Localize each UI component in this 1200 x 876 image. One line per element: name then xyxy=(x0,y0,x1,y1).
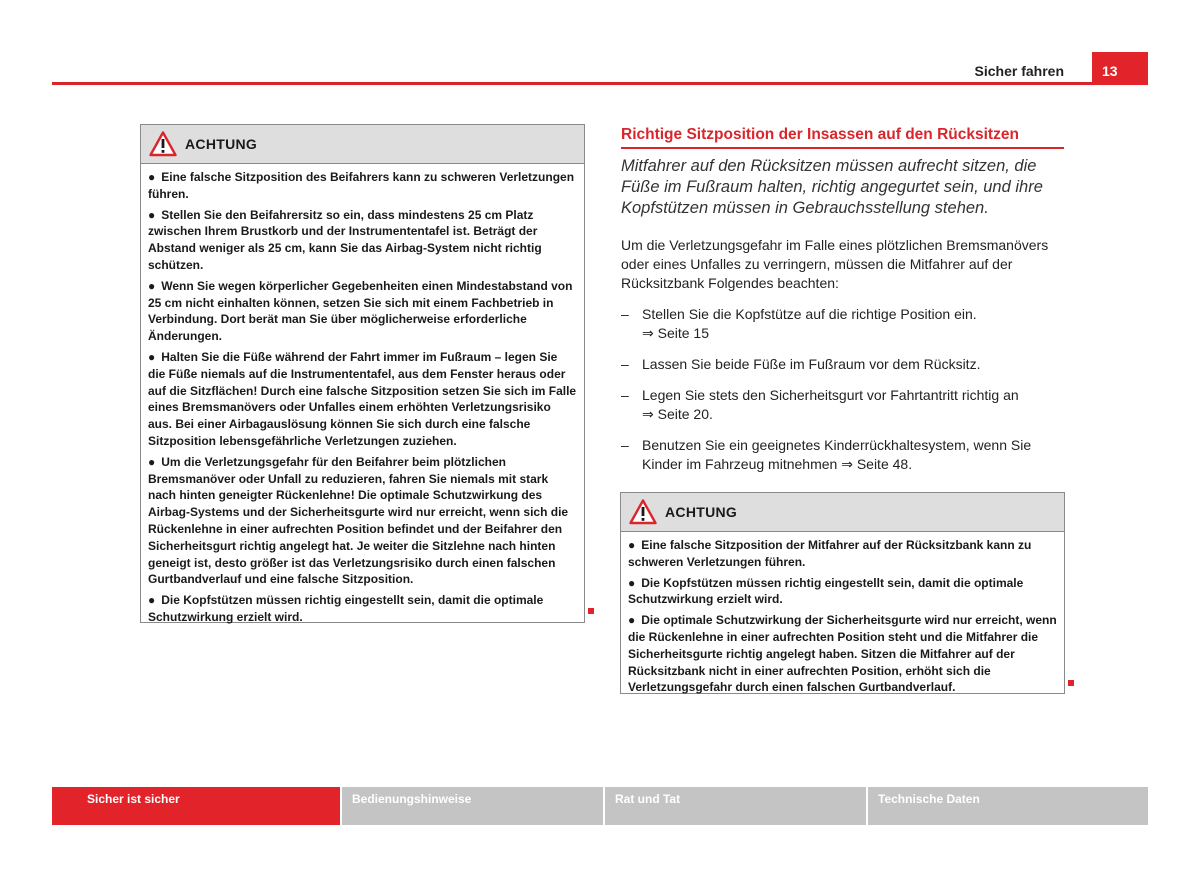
warning-bullet: ● Wenn Sie wegen körperlicher Gegebenheiten einen Mindestabstand von 25 cm nicht einhalten können, setzen Sie sich mit einem Fachbetrieb in Verbindung. Dort berät man Sie über möglicherweise erforderliche Änderungen. xyxy=(148,278,573,344)
tab-technische-daten[interactable]: Technische Daten xyxy=(868,787,1148,825)
warning-bullet: ● Die Kopfstützen müssen richtig eingestellt sein, damit die optimale Schutzwirkung erzielt wird. xyxy=(628,575,1024,607)
instruction-list xyxy=(621,305,1066,486)
warning-bullet: ● Die optimale Schutzwirkung der Sicherheitsgurte wird nur erreicht, wenn die Rückenlehne in einer aufrechten Position steht und die Mitfahrer die Sicherheitsgurte richtig angelegt haben. Sitzen die Mitfahrer auf der Rücksitzbank nicht in einer aufrechten Position, erhöht sich die Verletzungsgefahr durch einen falschen Gurtbandverlauf. xyxy=(628,613,1057,695)
tab-bedienungshinweise[interactable]: Bedienungshinweise xyxy=(342,787,603,825)
warning-bullet: ● Stellen Sie den Beifahrersitz so ein, dass mindestens 25 cm Platz zwischen Ihrem Brustkorb und der Instrumententafel ist. Beträgt der Abstand weniger als 25 cm, kann Sie das Airbag-System nicht richtig schützen. xyxy=(148,207,542,272)
warning-bullet: ● Eine falsche Sitzposition des Beifahrers kann zu schweren Verletzungen führen. xyxy=(148,170,575,201)
warning-header xyxy=(621,493,1064,532)
warning-title: ACHTUNG xyxy=(665,504,738,520)
end-of-section-mark xyxy=(1068,680,1074,686)
section-heading: Richtige Sitzposition der Insassen auf den Rücksitzen xyxy=(621,126,1064,149)
warning-bullet: ● Um die Verletzungsgefahr für den Beifahrer beim plötzlichen Bremsmanöver oder Unfall zu reduzieren, fahren Sie niemals mit stark nach hinten geneigter Rückenlehne! Die optimale Schutzwirkung des Airbag-Systems und der Sicherheitsgurte wird nur erreicht, wenn sich die Rückenlehne in einer aufrechten Position befindet und der Beifahrer den Sicherheitsgurt richtig angelegt hat. Je weiter die Sitzlehne nach hinten geneigt ist, desto größer ist das Verletzungsrisiko durch einen falschen Gurtbandverlauf und eine falsche Sitzposition. xyxy=(148,454,569,587)
list-item: – Stellen Sie die Kopfstütze auf die richtige Position ein. ⇒ Seite 15 xyxy=(621,306,977,341)
warning-bullet: ● Die Kopfstützen müssen richtig eingestellt sein, damit die optimale Schutzwirkung erzielt wird. xyxy=(148,593,544,624)
warning-header xyxy=(141,125,584,164)
tab-rat-und-tat[interactable]: Rat und Tat xyxy=(605,787,866,825)
page-number: 13 xyxy=(1092,52,1148,85)
warning-body xyxy=(141,164,584,626)
section-intro: Um die Verletzungsgefahr im Falle eines plötzlichen Bremsmanövers oder eines Unfalles zu verringern, müssen die Mitfahrer auf der Rücksitzbank Folgendes beachten: xyxy=(621,237,1049,291)
warning-triangle-icon xyxy=(149,131,177,157)
end-of-section-mark xyxy=(588,608,594,614)
list-item: – Benutzen Sie ein geeignetes Kinderrückhaltesystem, wenn Sie Kinder im Fahrzeug mitnehmen ⇒ Seite 48. xyxy=(621,437,1032,472)
section-lead: Mitfahrer auf den Rücksitzen müssen aufrecht sitzen, die Füße im Fußraum halten, richtig angegurtet sein, und ihre Kopfstützen müssen in Gebrauchsstellung stehen. xyxy=(621,157,1043,217)
page-reference-link[interactable]: ⇒ Seite 15 xyxy=(642,325,709,341)
warning-box-front-seat xyxy=(140,124,585,623)
page-reference-link[interactable]: ⇒ Seite 48. xyxy=(841,456,913,472)
warning-title: ACHTUNG xyxy=(185,136,258,152)
header-rule xyxy=(52,82,1148,85)
warning-box-rear-seat xyxy=(620,492,1065,694)
warning-bullet: ● Eine falsche Sitzposition der Mitfahrer auf der Rücksitzbank kann zu schweren Verletzungen führen. xyxy=(628,538,1032,569)
warning-bullet: ● Halten Sie die Füße während der Fahrt immer im Fußraum – legen Sie die Füße niemals auf die Instrumententafel, aus dem Fenster heraus oder auf die Sitzflächen! Durch eine falsche Sitzposition setzen Sie sich im Falle eines Bremsmanövers oder Unfalles einem erhöhten Verletzungsrisiko aus. Bei einer Airbagauslösung können Sie sich durch eine falsche Sitzposition lebensgefährliche Verletzungen zuziehen. xyxy=(148,349,577,448)
running-header-title: Sicher fahren xyxy=(974,63,1064,79)
tab-sicher-ist-sicher[interactable]: Sicher ist sicher xyxy=(52,787,340,825)
list-item: – Lassen Sie beide Füße im Fußraum vor dem Rücksitz. xyxy=(621,356,981,372)
warning-triangle-icon xyxy=(629,499,657,525)
list-item: – Legen Sie stets den Sicherheitsgurt vor Fahrtantritt richtig an ⇒ Seite 20. xyxy=(621,387,1019,422)
page-reference-link[interactable]: ⇒ Seite 20. xyxy=(642,406,713,422)
chapter-tabs xyxy=(52,787,1148,825)
warning-body xyxy=(621,532,1064,696)
